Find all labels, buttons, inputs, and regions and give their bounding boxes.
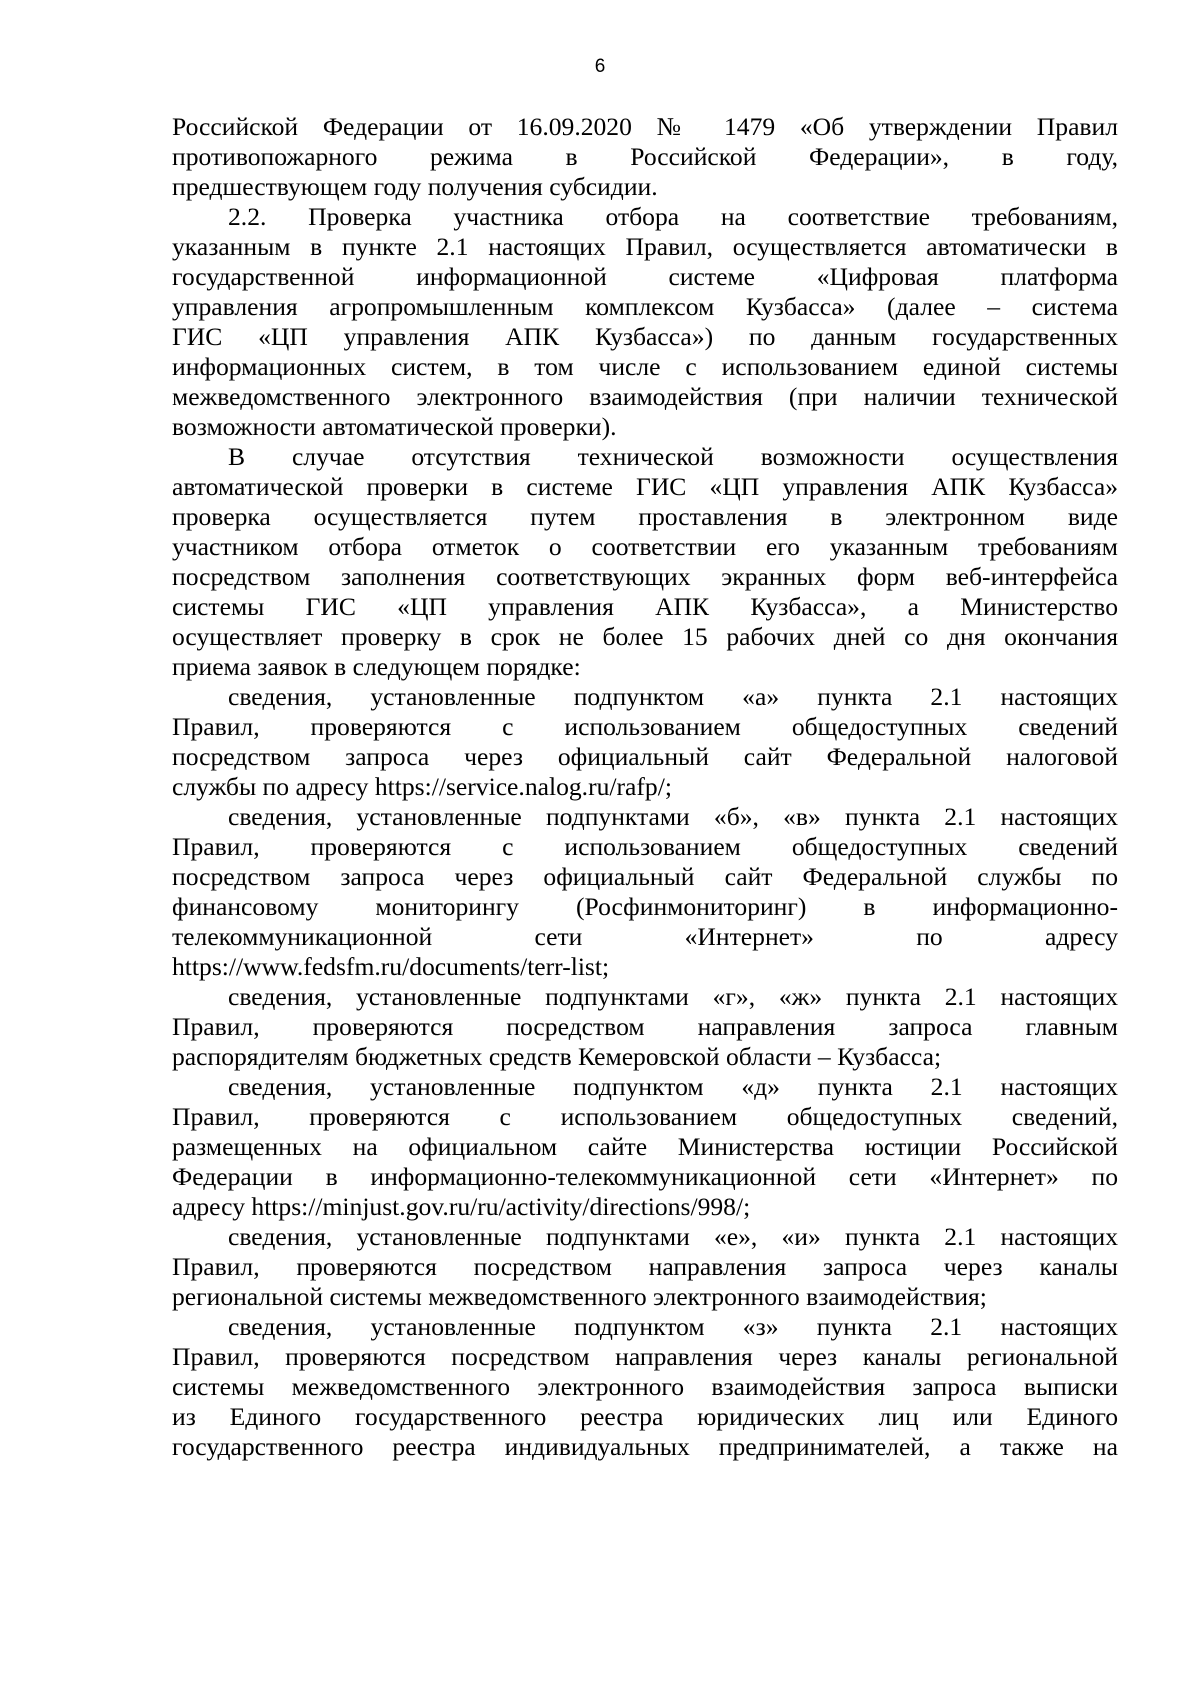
text-line: приема заявок в следующем порядке: [172,652,581,681]
text-line: сведения, установленные подпунктами «г», «ж» пункта 2.1 настоящих [228,982,1118,1011]
paragraph [172,982,1118,1072]
text-line: сведения, установленные подпунктом «д» пункта 2.1 настоящих [228,1072,1118,1101]
text-line: противопожарного режима в Российской Федерации», в году, [172,142,1118,171]
text-line: адресу https://minjust.gov.ru/ru/activity/directions/998/; [172,1192,751,1221]
text-line: указанным в пункте 2.1 настоящих Правил, осуществляется автоматически в [172,232,1118,261]
text-line: Федерации в информационно-телекоммуникационной сети «Интернет» по [172,1162,1118,1191]
text-line: ГИС «ЦП управления АПК Кузбасса») по данным государственных [172,322,1118,351]
text-line: проверка осуществляется путем проставления в электронном виде [172,502,1118,531]
text-line: информационных систем, в том числе с использованием единой системы [172,352,1118,381]
text-line: межведомственного электронного взаимодействия (при наличии технической [172,382,1118,411]
text-line: системы ГИС «ЦП управления АПК Кузбасса», а Министерство [172,592,1118,621]
text-line: В случае отсутствия технической возможности осуществления [228,442,1118,471]
text-line: телекоммуникационной сети «Интернет» по адресу [172,922,1118,951]
paragraph [172,1072,1118,1222]
text-line: управления агропромышленным комплексом Кузбасса» (далее – система [172,292,1118,321]
text-line: Правил, проверяются с использованием общедоступных сведений [172,832,1118,861]
text-line: Российской Федерации от 16.09.2020 № 1479 «Об утверждении Правил [172,112,1118,141]
text-line: государственной информационной системе «Цифровая платформа [172,262,1118,291]
document-body [172,112,1118,1462]
paragraph [172,1222,1118,1312]
text-line: Правил, проверяются посредством направления запроса главным [172,1012,1118,1041]
text-line: сведения, установленные подпунктом «з» пункта 2.1 настоящих [228,1312,1118,1341]
text-line: сведения, установленные подпунктами «б», «в» пункта 2.1 настоящих [228,802,1118,831]
text-line: Правил, проверяются с использованием общедоступных сведений, [172,1102,1118,1131]
paragraph [172,1312,1118,1462]
text-line: посредством запроса через официальный сайт Федеральной службы по [172,862,1118,891]
paragraph [172,202,1118,442]
text-line: региональной системы межведомственного электронного взаимодействия; [172,1282,987,1311]
text-line: распорядителям бюджетных средств Кемеровской области – Кузбасса; [172,1042,942,1071]
text-line: 2.2. Проверка участника отбора на соответствие требованиям, [228,202,1118,231]
text-line: сведения, установленные подпунктом «а» пункта 2.1 настоящих [228,682,1118,711]
text-line: службы по адресу https://service.nalog.ru/rafp/; [172,772,672,801]
text-line: финансовому мониторингу (Росфинмониторинг) в информационно- [172,892,1118,921]
text-line: участником отбора отметок о соответствии его указанным требованиям [172,532,1118,561]
text-line: Правил, проверяются посредством направления запроса через каналы [172,1252,1118,1281]
text-line: https://www.fedsfm.ru/documents/terr-list; [172,952,610,981]
paragraph [172,442,1118,682]
text-line: возможности автоматической проверки). [172,412,617,441]
text-line: Правил, проверяются с использованием общедоступных сведений [172,712,1118,741]
text-line: осуществляет проверку в срок не более 15 рабочих дней со дня окончания [172,622,1118,651]
paragraph [172,802,1118,982]
text-line: из Единого государственного реестра юридических лиц или Единого [172,1402,1118,1431]
text-line: системы межведомственного электронного взаимодействия запроса выписки [172,1372,1118,1401]
text-line: сведения, установленные подпунктами «е», «и» пункта 2.1 настоящих [228,1222,1118,1251]
text-line: размещенных на официальном сайте Министерства юстиции Российской [172,1132,1118,1161]
text-line: автоматической проверки в системе ГИС «ЦП управления АПК Кузбасса» [172,472,1118,501]
paragraph [172,112,1118,202]
text-line: посредством запроса через официальный сайт Федеральной налоговой [172,742,1118,771]
text-line: предшествующем году получения субсидии. [172,172,658,201]
page-number: 6 [594,56,606,77]
text-line: Правил, проверяются посредством направления через каналы региональной [172,1342,1118,1371]
text-line: государственного реестра индивидуальных предпринимателей, а также на [172,1432,1118,1461]
text-line: посредством заполнения соответствующих экранных форм веб-интерфейса [172,562,1118,591]
paragraph [172,682,1118,802]
